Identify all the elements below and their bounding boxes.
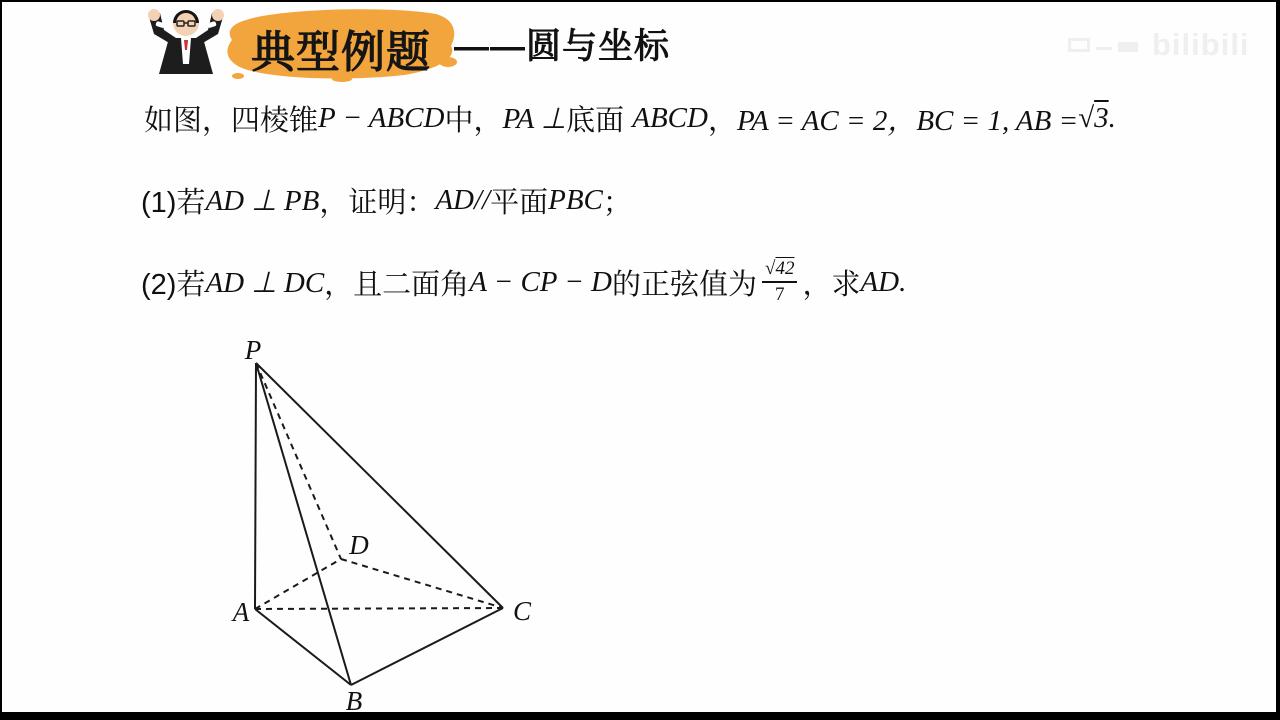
bilibili-watermark [1068, 22, 1268, 68]
vertex-label-P: P [244, 335, 262, 365]
pyramid-figure [182, 332, 582, 716]
watermark-text: bilibili [1152, 27, 1250, 62]
math-segment: AD ⊥ PB [205, 185, 320, 217]
badge-label: 典型例题 [251, 28, 431, 77]
edge-AB [255, 609, 351, 685]
header-subtitle: ——圆与坐标 [454, 27, 671, 66]
vertex-label-C: C [512, 596, 532, 626]
math-segment: A − CP − D [469, 265, 612, 298]
edge-AC [255, 608, 503, 609]
math-segment: AD// [435, 184, 491, 216]
edge-AD [255, 559, 341, 609]
math-segment: PA ⊥ [502, 103, 567, 135]
fraction-numerator: √42 [762, 258, 797, 283]
problem-line-3 [141, 252, 906, 312]
edge-PA [255, 363, 256, 609]
sqrt-3: √3 [1078, 102, 1109, 134]
math-segment: ABCD [632, 102, 708, 134]
text-segment: ，求 [802, 268, 861, 301]
text-segment: 平面 [490, 187, 549, 219]
text-segment: 中， [444, 105, 503, 137]
math-segment: . [899, 265, 907, 298]
vertex-label-B: B [345, 686, 363, 716]
bilibili-tv-icon [1068, 38, 1138, 52]
text-segment: ，且二面角 [324, 268, 470, 301]
problem-line-2 [141, 180, 632, 221]
text-segment: 的正弦值为 [612, 268, 758, 301]
text-segment: 底面 [566, 105, 625, 137]
fraction-denominator: 7 [774, 284, 785, 305]
problem-line-1 [144, 98, 1116, 139]
text-segment: ，证明： [319, 187, 436, 219]
fraction-sqrt42-over-7 [762, 258, 797, 306]
math-segment: . [1108, 102, 1116, 134]
text-segment: ， [707, 105, 737, 137]
vertex-label-A: A [232, 597, 250, 627]
text-segment: 如图，四棱锥 [144, 105, 319, 137]
math-segment: PBC [548, 184, 603, 216]
edge-BC [351, 608, 503, 685]
text-segment: ； [602, 187, 632, 219]
edge-PD [256, 363, 341, 559]
slide-canvas [2, 2, 1276, 716]
math-segment: P − ABCD [318, 102, 445, 134]
text-segment: (1)若 [141, 187, 206, 219]
example-badge [222, 4, 460, 82]
math-segment: AD [860, 265, 900, 298]
text-segment: (2)若 [141, 268, 206, 301]
math-segment: AD ⊥ DC [205, 266, 325, 299]
math-segment: PA = AC = 2，BC = 1, AB = [736, 105, 1079, 137]
vertex-label-D: D [349, 530, 369, 560]
